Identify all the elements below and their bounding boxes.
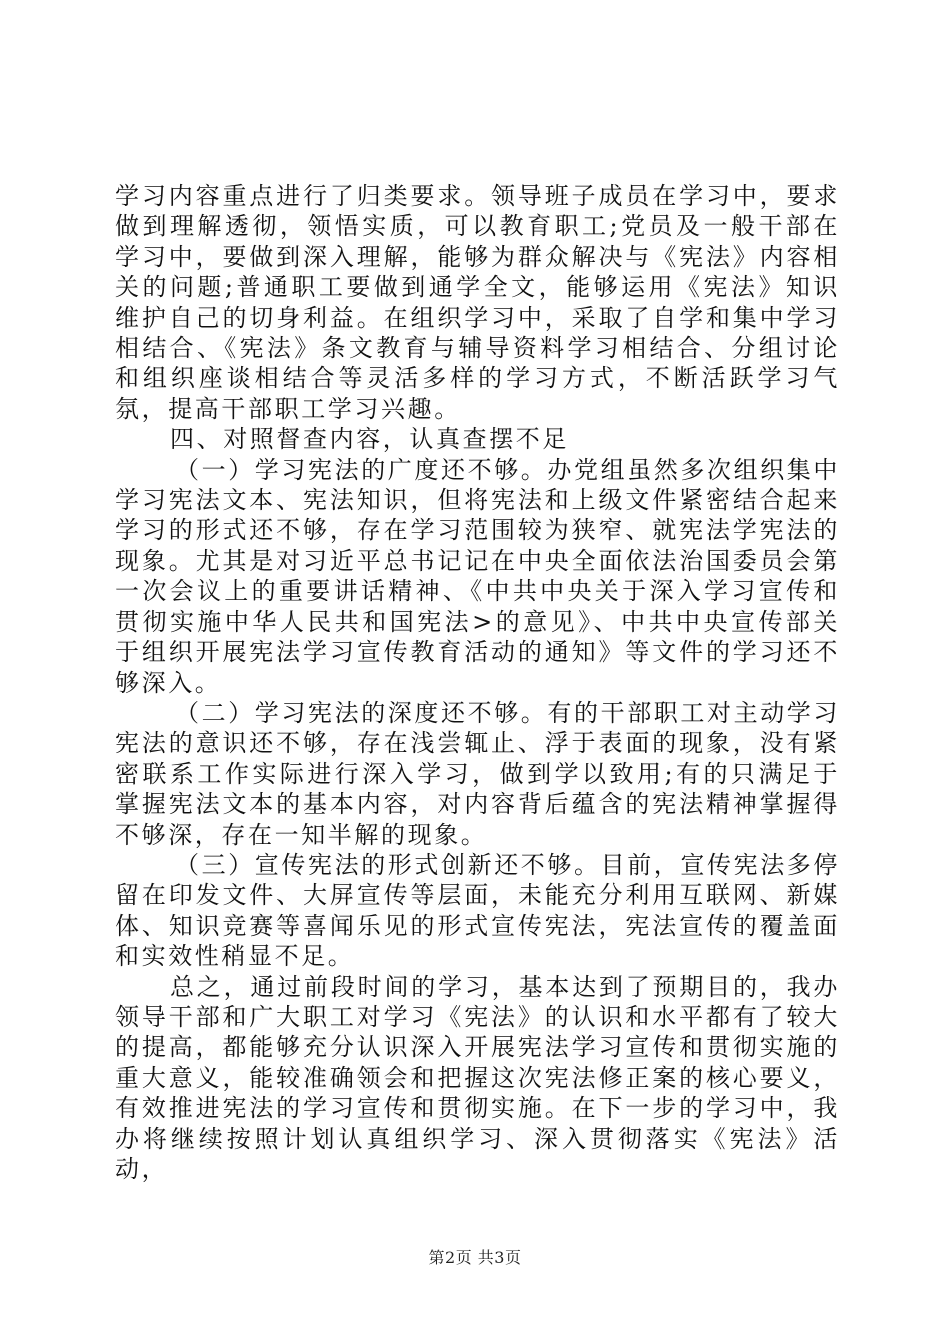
page-footer: 第2页 共3页 xyxy=(428,1248,522,1267)
paragraph-summary: 总之，通过前段时间的学习，基本达到了预期目的，我办领导干部和广大职工对学习《宪法》的认识和水平都有了较大的提高，都能够充分认识深入开展宪法学习宣传和贯彻实施的重大意义，能较准确领会和把握这次宪法修正案的核心要义，有效推进宪法的学习宣传和贯彻实施。在下一步的学习中，我办将继续按照计划认真组织学习、深入贯彻落实《宪法》活动， xyxy=(115,972,840,1183)
paragraph-publicity: （三）宣传宪法的形式创新还不够。目前，宣传宪法多停留在印发文件、大屏宣传等层面，未能充分利用互联网、新媒体、知识竞赛等喜闻乐见的形式宣传宪法，宪法宣传的覆盖面和实效性稍显不足。 xyxy=(115,850,840,971)
paragraph-study-content: 学习内容重点进行了归类要求。领导班子成员在学习中，要求做到理解透彻，领悟实质，可以教育职工;党员及一般干部在学习中，要做到深入理解，能够为群众解决与《宪法》内容相关的问题;普通职工要做到通学全文，能够运用《宪法》知识维护自己的切身利益。在组织学习中，采取了自学和集中学习相结合、《宪法》条文教育与辅导资料学习相结合、分组讨论和组织座谈相结合等灵活多样的学习方式，不断活跃学习气氛，提高干部职工学习兴趣。 xyxy=(115,182,840,423)
document-body xyxy=(115,181,840,1184)
paragraph-depth: （二）学习宪法的深度还不够。有的干部职工对主动学习宪法的意识还不够，存在浅尝辄止、浮于表面的现象，没有紧密联系工作实际进行深入学习，做到学以致用;有的只满足于掌握宪法文本的基本内容，对内容背后蕴含的宪法精神掌握得不够深，存在一知半解的现象。 xyxy=(115,698,840,849)
paragraph-breadth: （一）学习宪法的广度还不够。办党组虽然多次组织集中学习宪法文本、宪法知识，但将宪法和上级文件紧密结合起来学习的形式还不够，存在学习范围较为狭窄、就宪法学宪法的现象。尤其是对习近平总书记记在中央全面依法治国委员会第一次会议上的重要讲话精神、《中共中央关于深入学习宣传和贯彻实施中华人民共和国宪法>的意见》、中共中央宣传部关于组织开展宪法学习宣传教育活动的通知》等文件的学习还不够深入。 xyxy=(115,455,840,697)
section-heading-shortcomings: 四、对照督查内容，认真查摆不足 xyxy=(170,425,569,454)
